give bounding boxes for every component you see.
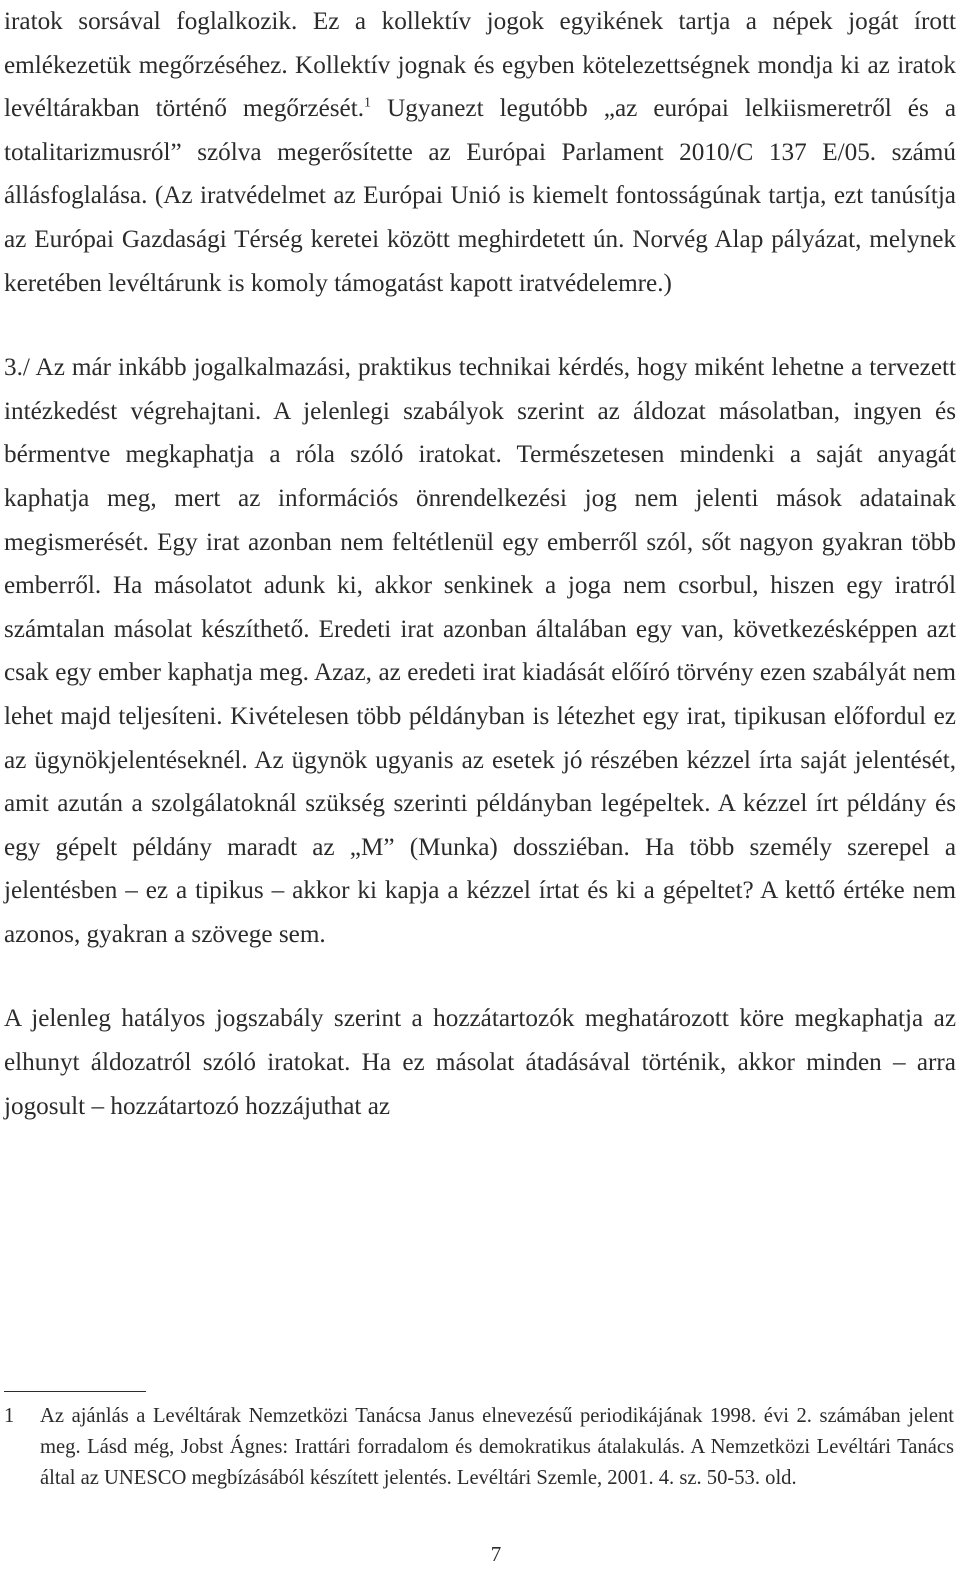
paragraph-3: A jelenleg hatályos jogszabály szerint a hozzátartozók meghatározott köre megkaphatja az elhunyt áldozatról szóló iratokat. Ha ez másolat átadásával történik, akkor minden – arra jogosult – hozzátartozó hozzájuthat az	[4, 1005, 956, 1120]
footnote-reference-1[interactable]: 1	[364, 95, 372, 111]
paragraph-1	[4, 0, 956, 305]
paragraph-1-text-after-ref: Ugyanezt legutóbb „az európai lelkiismeretről és a totalitarizmusról” szólva megerősítette az Európai Parlament 2010/C 137 E/05. számú állásfoglalása. (Az iratvédelmet az Európai Unió is kiemelt fontosságúnak tartja, ezt tanúsítja az Európai Gazdasági Térség keretei között meghirdetett ún. Norvég Alap pályázat, melynek keretében levéltárunk is komoly támogatást kapott iratvédelemre.)	[4, 95, 956, 297]
footnote-text: Az ajánlás a Levéltárak Nemzetközi Tanácsa Janus elnevezésű periodikájának 1998. évi 2. számában jelent meg. Lásd még, Jobst Ágnes: Irattári forradalom és demokratikus átalakulás. A Nemzetközi Levéltári Tanács által az UNESCO megbízásából készített jelentés. Levéltári Szemle, 2001. 4. sz. 50-53. old.	[40, 1405, 954, 1489]
paragraph-2: 3./ Az már inkább jogalkalmazási, praktikus technikai kérdés, hogy miként lehetne a tervezett intézkedést végrehajtani. A jelenlegi szabályok szerint az áldozat másolatban, ingyen és bérmentve megkaphatja a róla szóló iratokat. Természetesen mindenki a saját anyagát kaphatja meg, mert az információs önrendelkezési jog nem jelenti mások adatainak megismerését. Egy irat azonban nem feltétlenül egy emberről szól, sőt nagyon gyakran több emberről. Ha másolatot adunk ki, akkor senkinek a joga nem csorbul, hiszen egy iratról számtalan másolat készíthető. Eredeti irat azonban általában egy van, következésképpen azt csak egy ember kaphatja meg. Azaz, az eredeti irat kiadását előíró törvény ezen szabályát nem lehet majd teljesíteni. Kivételesen több példányban is létezhet egy irat, tipikusan előfordul ez az ügynökjelentéseknél. Az ügynök ugyanis az esetek jó részében kézzel írta saját jelentését, amit azután a szolgálatoknál szükség szerinti példányban legépeltek. A kézzel írt példány és egy gépelt példány maradt az „M” (Munka) dossziéban. Ha több személy szerepel a jelentésben – ez a tipikus – akkor ki kapja a kézzel írtat és ki a gépeltet? A kettő értéke nem azonos, gyakran a szövege sem.	[4, 354, 956, 948]
footnote-number: 1	[4, 1405, 15, 1427]
paragraph-1-text-before-ref: iratok sorsával foglalkozik. Ez a kollektív jogok egyikének tartja a népek jogát írott emlékezetük megőrzéséhez. Kollektív jognak és egyben kötelezettségnek mondja ki az iratok levéltárakban történő megőrzését.	[4, 8, 956, 123]
footnote-separator	[4, 1391, 146, 1392]
page-number: 7	[490, 1542, 502, 1566]
body-text	[4, 0, 956, 1128]
footnote-1	[4, 1401, 954, 1493]
